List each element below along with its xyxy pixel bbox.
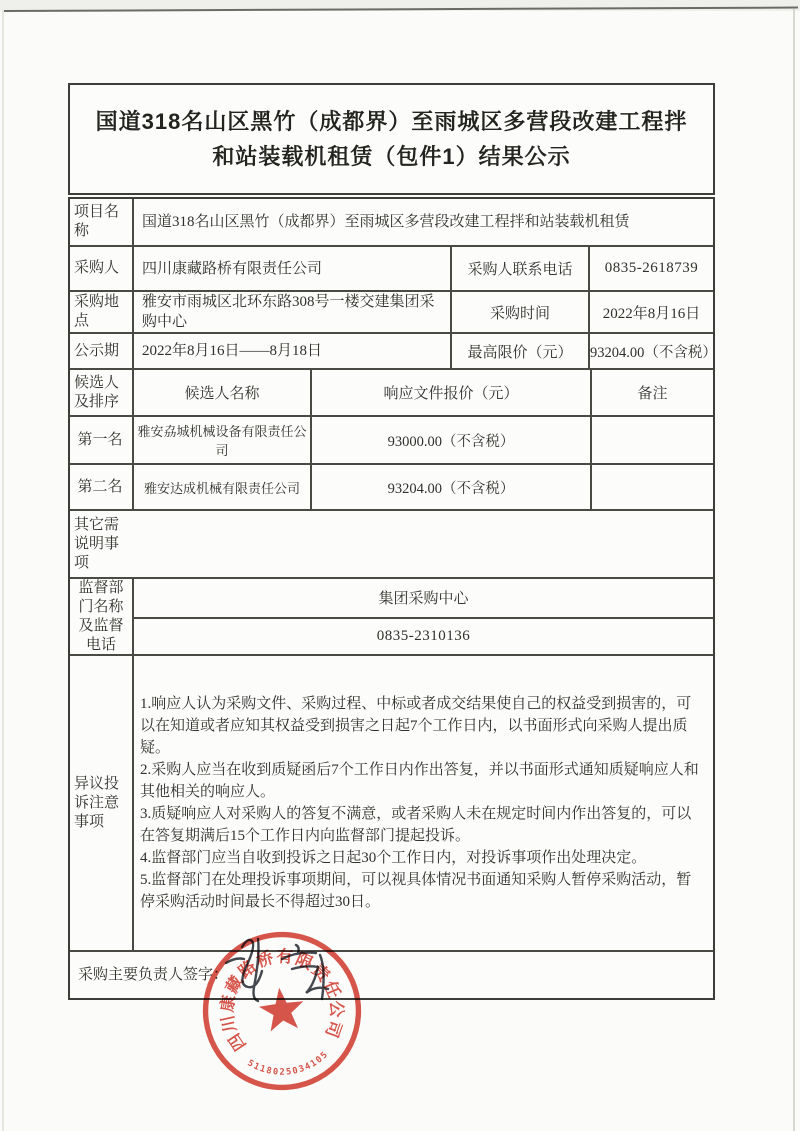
table-row-project (70, 199, 713, 245)
document (68, 83, 715, 1000)
publicity-label: 公示期 (74, 342, 120, 359)
candidate-bid-header: 响应文件报价（元） (310, 370, 590, 415)
max-price-value: 93204.00（不含税） (588, 334, 713, 368)
candidate-2-bid: 93204.00（不含税） (310, 465, 590, 509)
objection-item: 5.监督部门在处理投诉事项期间，可以视具体情况书面通知采购人暂停采购活动，暂停采购活动时间最长不得超过30日。 (140, 872, 692, 910)
table-row-supervision (70, 577, 713, 654)
scan-page-edge-left (2, 11, 4, 1131)
candidate-1-name: 雅安劦城机械设备有限责任公司 (132, 417, 310, 463)
table-row-candidate-2 (70, 463, 713, 509)
candidate-1-rank: 第一名 (77, 431, 123, 448)
objection-item: 1.响应人认为采购文件、采购过程、中标或者成交结果使自己的权益受到损害的，可以在知道或者应知其权益受到损害之日起7个工作日内，以书面形式向采购人提出质疑。 (140, 696, 692, 756)
purchaser-value: 四川康藏路桥有限责任公司 (132, 247, 450, 290)
signature-stroke (320, 955, 324, 999)
project-value: 国道318名山区黑竹（成都界）至雨城区多营段改建工程拌和站装载机租赁 (132, 199, 713, 245)
supervision-phone: 0835-2310136 (134, 617, 713, 655)
candidates-label: 候选人及排序 (74, 374, 120, 410)
project-label: 项目名称 (74, 204, 120, 239)
location-label: 采购地点 (74, 294, 120, 329)
purchaser-label: 采购人 (74, 260, 120, 276)
signature-stroke (226, 959, 244, 964)
objection-body (132, 656, 713, 950)
supervision-department: 集团采购中心 (378, 591, 469, 608)
purchaser-phone-value: 0835-2618739 (588, 247, 713, 290)
other-notes-label: 其它需说明事项 (74, 517, 120, 571)
seal-number-text: 5118025034105 (245, 1049, 331, 1078)
seal-company-text: 四川康藏路桥有限责任公司 (217, 946, 347, 1055)
candidate-1-remark (590, 417, 713, 463)
location-value: 雅安市雨城区北环东路308号一楼交建集团采购中心 (132, 292, 450, 332)
signature-stroke (254, 939, 259, 1001)
candidate-2-name: 雅安达成机械有限责任公司 (132, 465, 310, 509)
candidate-1-bid: 93000.00（不含税） (310, 417, 590, 463)
signature-stroke (296, 945, 299, 953)
table-row-purchaser (70, 245, 713, 290)
candidate-2-remark (590, 465, 713, 509)
signature-ink (212, 925, 372, 1020)
publicity-value: 2022年8月16日——8月18日 (132, 334, 450, 368)
objection-item: 2.采购人应当在收到质疑函后7个工作日内作出答复，并以书面形式通知质疑响应人和其他相关的响应人。 (140, 762, 699, 800)
table-row-signature (70, 950, 713, 998)
table-row-candidate-1 (70, 415, 713, 463)
table-row-candidate-header (70, 368, 713, 415)
page-title: 国道318名山区黑竹（成都界）至雨城区多营段改建工程拌和站装载机租赁（包件1）结果公示 (95, 109, 688, 169)
signature-label: 采购主要负责人签字： (78, 967, 229, 983)
table-row-publicity (70, 332, 717, 368)
table-row-other-notes (70, 509, 713, 577)
candidate-remark-header: 备注 (590, 370, 713, 415)
result-table (68, 197, 715, 1000)
table-row-objection (70, 654, 713, 950)
scan-page-edge-right (793, 9, 795, 1131)
objection-label: 异议投诉注意事项 (74, 775, 120, 830)
title-box (68, 83, 715, 195)
supervision-label: 监督部门名称及监督电话 (78, 579, 124, 653)
supervision-values (132, 579, 713, 654)
purchase-time-label: 采购时间 (450, 292, 588, 332)
purchaser-phone-label: 采购人联系电话 (450, 247, 588, 290)
purchase-time-value: 2022年8月16日 (588, 292, 713, 332)
objection-item: 4.监督部门应当自收到投诉之日起30个工作日内，对投诉事项作出处理决定。 (140, 850, 647, 866)
candidate-name-header: 候选人名称 (132, 370, 310, 415)
table-row-location (70, 290, 713, 332)
objection-item: 3.质疑响应人对采购人的答复不满意，或者采购人未在规定时间内作出答复的，可以在答复期满后15个工作日内向监督部门提起投诉。 (140, 806, 692, 844)
candidate-2-rank: 第二名 (77, 478, 123, 495)
max-price-label: 最高限价（元） (450, 334, 588, 368)
